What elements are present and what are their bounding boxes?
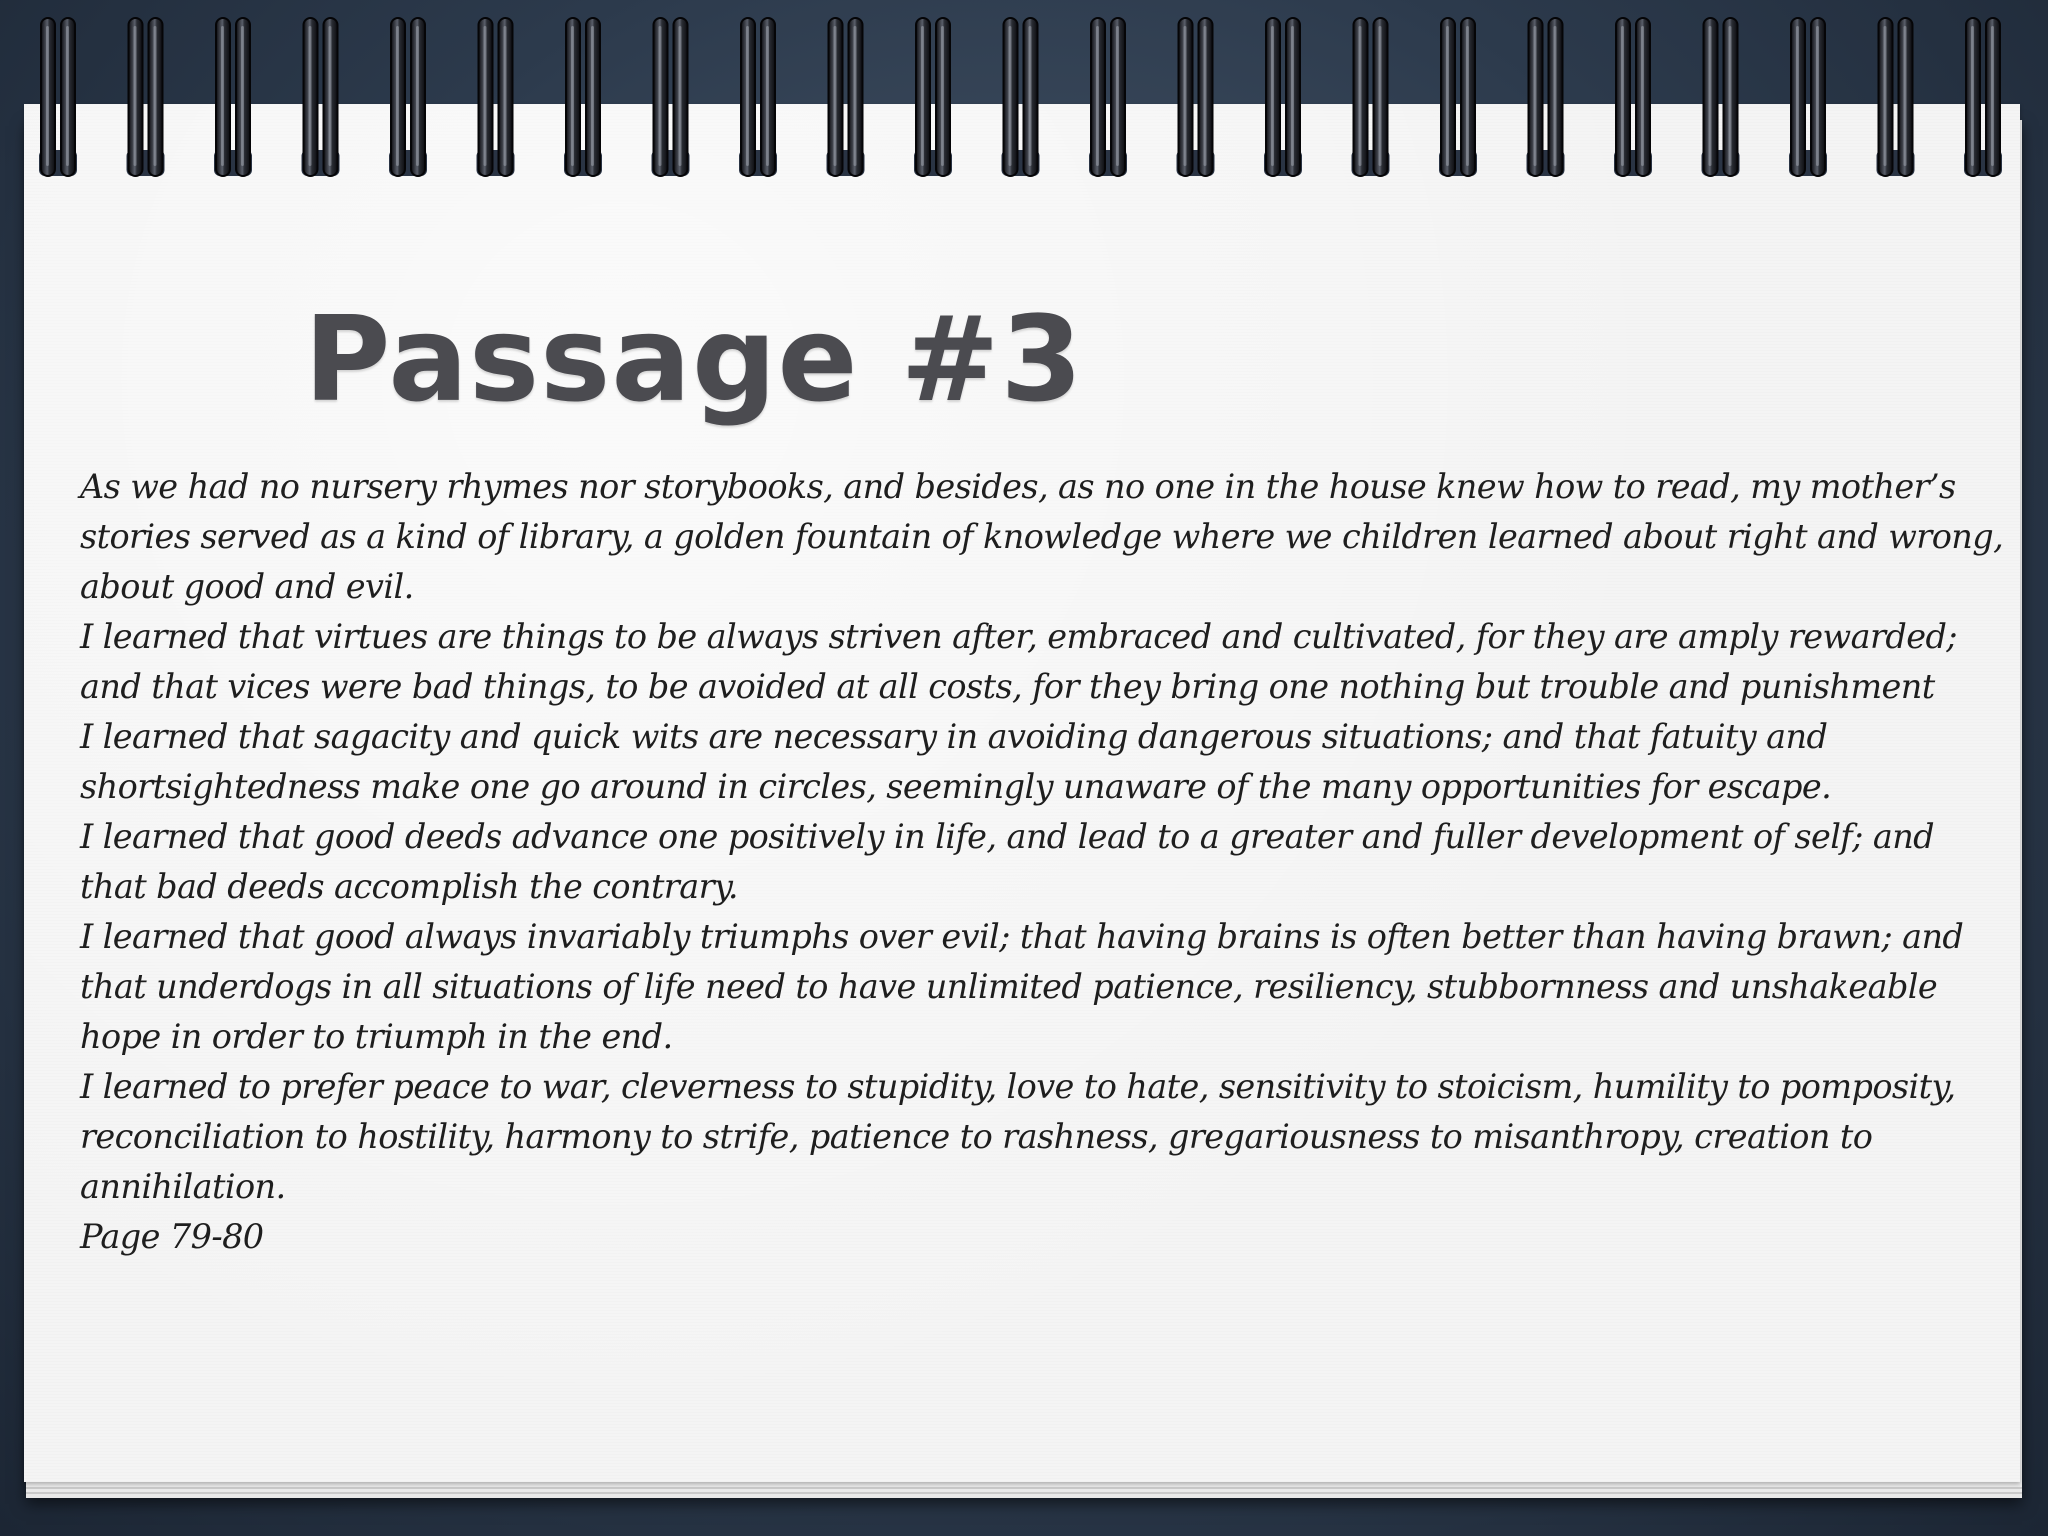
slide-title: Passage #3 [304, 290, 1084, 428]
passage-paragraph: I learned that good deeds advance one positively in life, and lead to a greater and fuller development of self; and that bad deeds accomplish the contrary. [80, 817, 1935, 906]
binding-ring [214, 18, 252, 176]
binding-ring [1702, 18, 1740, 176]
binding-ring [914, 18, 952, 176]
binding-ring [1964, 18, 2002, 176]
binding-ring [477, 18, 515, 176]
binding-ring [564, 18, 602, 176]
spiral-binding-icon [0, 0, 2048, 190]
passage-paragraph: I learned that virtues are things to be always striven after, embraced and cultivated, for they are amply rewarded; and that vices were bad things, to be avoided at all costs, for they bring one nothing but trouble and punishment [80, 617, 1957, 706]
passage-paragraph: I learned that good always invariably triumphs over evil; that having brains is often better than having brawn; and that underdogs in all situations of life need to have unlimited patience, resiliency, stubbornness and unshakeable hope in order to triumph in the end. [80, 917, 1964, 1056]
passage-paragraph: I learned that sagacity and quick wits are necessary in avoiding dangerous situations; and that fatuity and shortsightedness make one go around in circles, seemingly unaware of the many opportunities for escape. [80, 717, 1832, 806]
binding-ring [652, 18, 690, 176]
binding-ring [1789, 18, 1827, 176]
page-reference: Page 79-80 [80, 1217, 264, 1256]
binding-ring [302, 18, 340, 176]
passage-body [80, 462, 2010, 1262]
binding-ring [1877, 18, 1915, 176]
binding-ring [1177, 18, 1215, 176]
binding-ring [1439, 18, 1477, 176]
binding-ring [389, 18, 427, 176]
binding-ring [1002, 18, 1040, 176]
passage-paragraph: As we had no nursery rhymes nor storybooks, and besides, as no one in the house knew how to read, my mother’s stories served as a kind of library, a golden fountain of knowledge where we children learned about right and wrong, about good and evil. [80, 467, 2004, 606]
passage-paragraph: I learned to prefer peace to war, cleverness to stupidity, love to hate, sensitivity to stoicism, humility to pomposity, reconciliation to hostility, harmony to strife, patience to rashness, gregariousness to misanthropy, creation to annihilation. [80, 1067, 1956, 1206]
page-edge-line [26, 1487, 2022, 1489]
binding-ring [39, 18, 77, 176]
page-edge-line [26, 1492, 2022, 1494]
binding-ring [1614, 18, 1652, 176]
binding-ring [1352, 18, 1390, 176]
binding-ring [1527, 18, 1565, 176]
binding-ring [1264, 18, 1302, 176]
binding-ring [739, 18, 777, 176]
binding-ring [827, 18, 865, 176]
binding-ring [127, 18, 165, 176]
binding-ring [1089, 18, 1127, 176]
